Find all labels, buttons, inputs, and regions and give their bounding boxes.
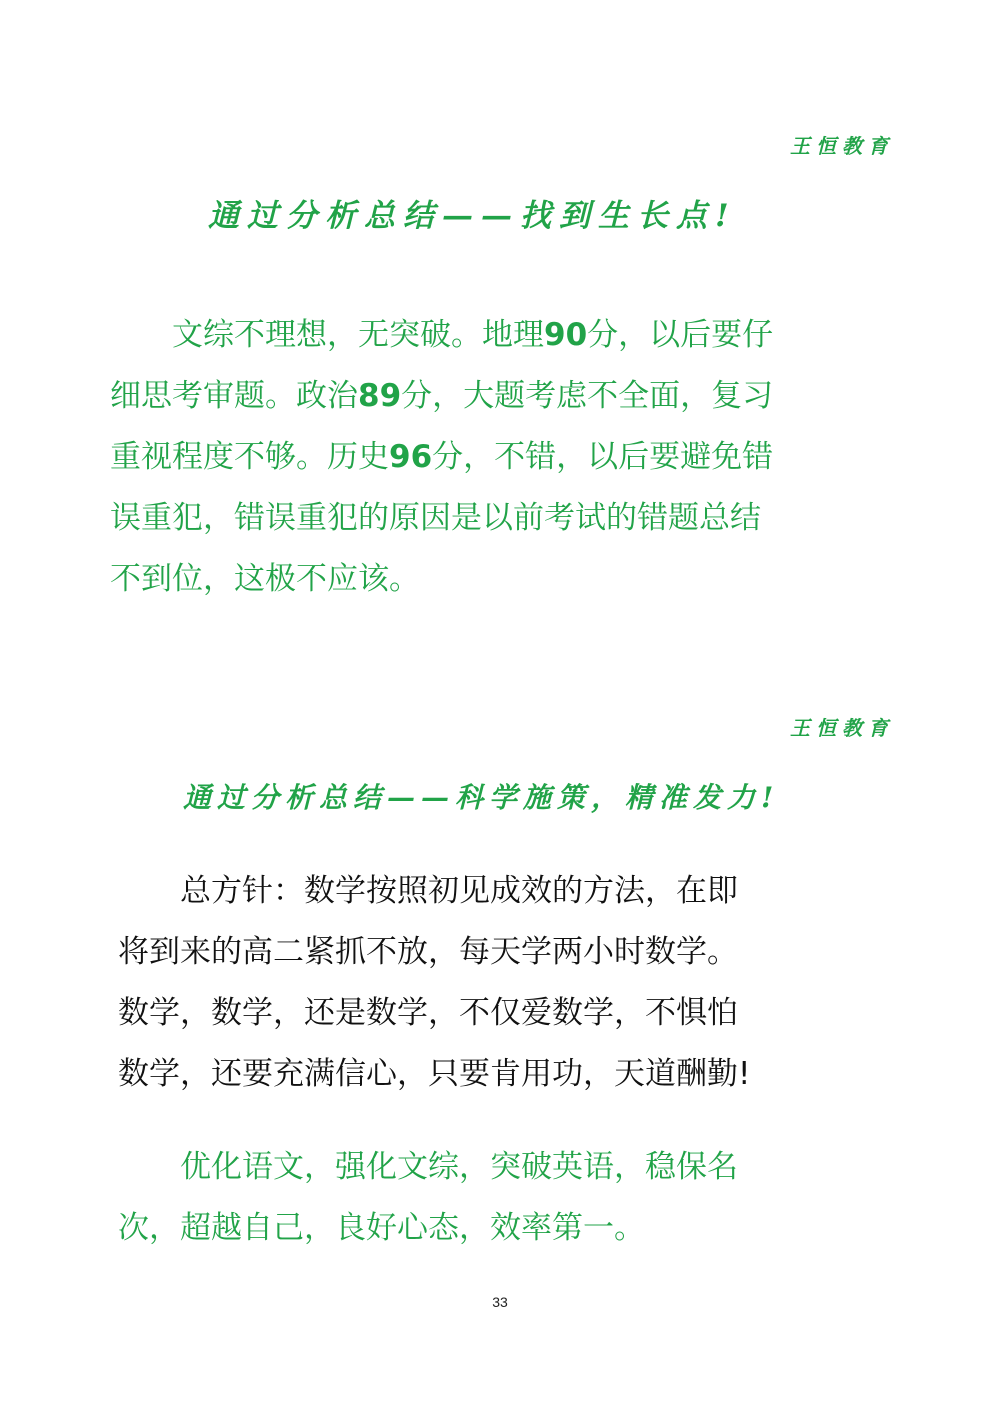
section-heading: 通过分析总结——找到生长点! <box>208 198 737 234</box>
text-line <box>118 983 750 1044</box>
text-segment: 优化语文，强化文综，突破英语，稳保名 <box>118 1149 738 1185</box>
text-segment: 总方针：数学按照初见成效的方法，在即 <box>118 873 738 909</box>
text-segment: 分，不错，以后要避免错 <box>432 439 774 475</box>
text-segment: 分，以后要仔 <box>587 317 774 353</box>
score-number: 96 <box>389 439 433 475</box>
text-line <box>118 1137 738 1198</box>
text-line <box>118 922 750 983</box>
score-number: 90 <box>544 317 588 353</box>
text-segment: 次，超越自己，良好心态，效率第一。 <box>118 1210 645 1246</box>
text-segment: 数学，还要充满信心，只要肯用功，天道酬勤! <box>118 1056 751 1092</box>
text-segment: 数学，数学，还是数学，不仅爱数学，不惧怕 <box>118 995 738 1031</box>
text-line <box>110 549 773 610</box>
text-segment: 细思考审题。政治 <box>110 378 358 414</box>
text-line <box>110 305 773 366</box>
brand-label: 王恒教育 <box>790 134 894 158</box>
text-line <box>118 1198 738 1259</box>
page-number: 33 <box>492 1294 508 1310</box>
text-segment: 不到位，这极不应该。 <box>110 561 420 597</box>
text-segment: 将到来的高二紧抓不放，每天学两小时数学。 <box>118 934 738 970</box>
body-paragraph <box>110 305 773 610</box>
brand-label: 王恒教育 <box>790 716 894 740</box>
text-line <box>110 366 773 427</box>
body-paragraph <box>118 1137 738 1259</box>
text-line <box>110 427 773 488</box>
text-line <box>118 861 750 922</box>
text-line <box>118 1044 750 1105</box>
body-paragraph <box>118 861 750 1105</box>
text-segment: 重视程度不够。历史 <box>110 439 389 475</box>
text-segment: 误重犯，错误重犯的原因是以前考试的错题总结 <box>110 500 761 536</box>
text-segment: 文综不理想，无突破。地理 <box>110 317 544 353</box>
text-segment: 分，大题考虑不全面，复习 <box>401 378 774 414</box>
text-line <box>110 488 773 549</box>
section-heading: 通过分析总结——科学施策，精准发力! <box>183 781 780 814</box>
score-number: 89 <box>358 378 402 414</box>
